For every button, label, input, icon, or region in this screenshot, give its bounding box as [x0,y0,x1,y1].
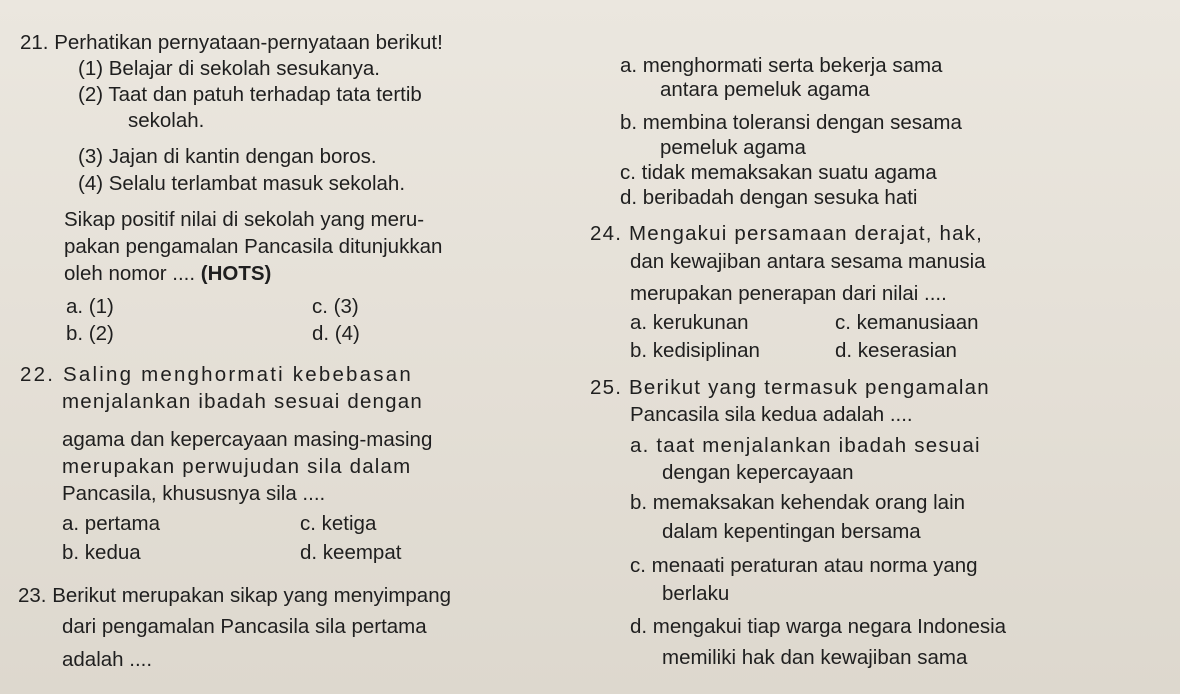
q24-option-b: b. kedisiplinan [630,339,760,362]
q21-prompt-line-2: pakan pengamalan Pancasila ditunjukkan [64,235,443,258]
q21-statement-4: (4) Selalu terlambat masuk sekolah. [78,172,406,195]
q21-option-d: d. (4) [312,322,360,345]
q22-answer-a-cont: antara pemeluk agama [660,78,870,101]
q24-option-a: a. kerukunan [630,311,749,334]
q22-stem-line-5: Pancasila, khususnya sila .... [62,482,326,505]
q22-stem-line-4: merupakan perwujudan sila dalam [62,455,412,478]
q21-option-c: c. (3) [312,295,359,318]
q21-statement-2: (2) Taat dan patuh terhadap tata tertib [78,83,422,106]
q21-stem: 21. Perhatikan pernyataan-pernyataan berikut! [20,31,443,54]
q25-stem-line-1: 25. Berikut yang termasuk pengamalan [590,376,990,399]
q24-option-c: c. kemanusiaan [835,311,979,334]
q25-option-d-cont: memiliki hak dan kewajiban sama [662,646,968,669]
q24-stem-line-3: merupakan penerapan dari nilai .... [630,282,947,305]
q25-option-c-cont: berlaku [662,582,730,605]
q22-answer-c: c. tidak memaksakan suatu agama [620,161,937,184]
q21-option-a: a. (1) [66,295,114,318]
q22-option-d: d. keempat [300,541,402,564]
q22-option-a: a. pertama [62,512,160,535]
q22-stem-line-2: menjalankan ibadah sesuai dengan [62,390,423,413]
q22-stem-line-1: 22. Saling menghormati kebebasan [20,363,413,386]
q22-answer-b-cont: pemeluk agama [660,136,806,159]
q22-option-c: c. ketiga [300,512,377,535]
q24-stem-line-1: 24. Mengakui persamaan derajat, hak, [590,222,984,245]
q21-statement-1: (1) Belajar di sekolah sesukanya. [78,57,380,80]
q25-option-b: b. memaksakan kehendak orang lain [630,491,966,514]
q25-option-b-cont: dalam kepentingan bersama [662,520,921,543]
q25-option-d: d. mengakui tiap warga negara Indonesia [630,615,1007,638]
q24-stem-line-2: dan kewajiban antara sesama manusia [630,250,986,273]
q25-option-a: a. taat menjalankan ibadah sesuai [630,434,981,457]
q21-prompt-line-1: Sikap positif nilai di sekolah yang meru- [64,208,425,231]
q21-option-b: b. (2) [66,322,114,345]
q21-prompt-text: oleh nomor .... [64,262,196,285]
q22-answer-d: d. beribadah dengan sesuka hati [620,186,918,209]
q21-statement-3: (3) Jajan di kantin dengan boros. [78,145,377,168]
q21-prompt-line-3 [64,262,271,286]
q22-answer-b: b. membina toleransi dengan sesama [620,111,962,134]
q25-option-c: c. menaati peraturan atau norma yang [630,554,978,577]
q25-stem-line-2: Pancasila sila kedua adalah .... [630,403,913,426]
q22-answer-a: a. menghormati serta bekerja sama [620,54,943,77]
q23-stem-line-3: adalah .... [62,648,153,671]
q24-option-d: d. keserasian [835,339,957,362]
q22-stem-line-3: agama dan kepercayaan masing-masing [62,428,433,451]
hots-label: (HOTS) [200,262,272,285]
q23-stem-line-2: dari pengamalan Pancasila sila pertama [62,615,427,638]
q21-statement-2-cont: sekolah. [128,109,205,132]
q25-option-a-cont: dengan kepercayaan [662,461,854,484]
q23-stem-line-1: 23. Berikut merupakan sikap yang menyimpang [18,584,452,607]
q22-option-b: b. kedua [62,541,141,564]
